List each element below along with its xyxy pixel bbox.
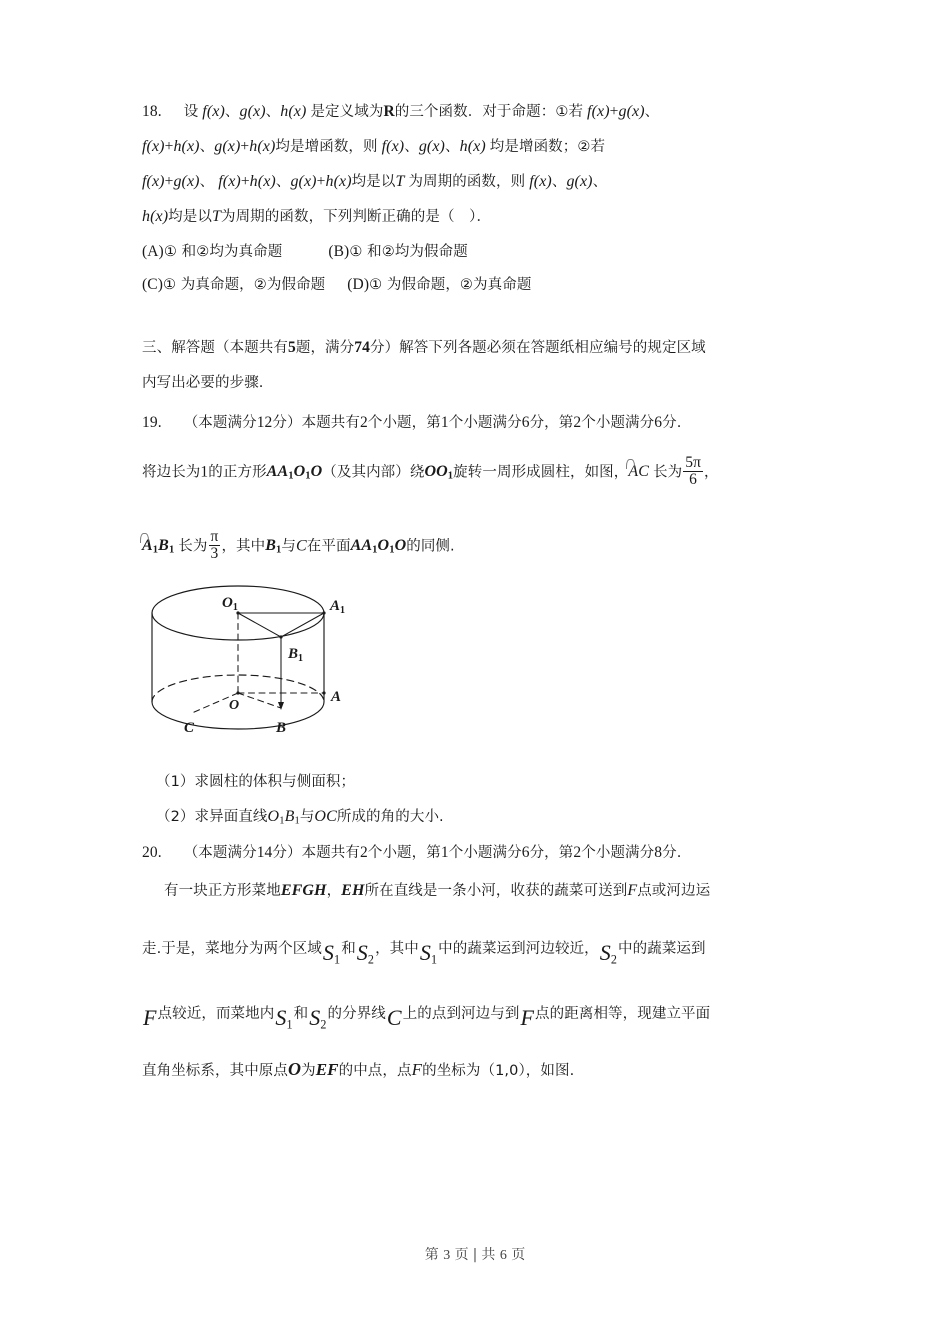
q19-h-a: （本题满分 bbox=[183, 415, 257, 431]
q18-text-d: 均是增函数，则 bbox=[275, 139, 378, 155]
q20-l1-b: 所在直线是一条小河，收获的蔬菜可送到 bbox=[364, 883, 628, 899]
q19-plane-label bbox=[351, 537, 407, 554]
q18-sep-3: 、 bbox=[644, 104, 660, 120]
q18-sep-9: 、 bbox=[551, 174, 567, 190]
q18-fx-2: f(x) bbox=[587, 103, 610, 120]
point-O bbox=[236, 691, 239, 694]
q20-l4-b: 为 bbox=[301, 1063, 316, 1079]
q20-EF: EF bbox=[315, 1060, 339, 1079]
q18-circle-1: ① bbox=[555, 104, 569, 120]
q20-S2-a bbox=[356, 940, 375, 965]
q19-arc-B-sub: 1 bbox=[168, 544, 175, 556]
q19-B1-sub: 1 bbox=[276, 544, 282, 556]
label-B1: $B_1$ bbox=[288, 646, 304, 664]
section-3-score: 74 bbox=[354, 339, 370, 356]
q19-b1-c: （及其内部）绕 bbox=[322, 464, 425, 481]
footer-separator: | bbox=[472, 1247, 478, 1263]
q19-part-1-text: （1）求圆柱的体积与侧面积； bbox=[156, 774, 356, 790]
q18-fx-5: f(x) bbox=[142, 173, 165, 190]
q18-sep-2: 、 bbox=[265, 104, 281, 120]
q19-b1-a: 将边长为 bbox=[142, 464, 201, 481]
q19-first-idx: 1 bbox=[440, 414, 449, 431]
q18-fx-7: f(x) bbox=[529, 173, 552, 190]
q20-body-line-3 bbox=[142, 1000, 848, 1032]
label-A: A bbox=[331, 689, 342, 705]
q19-square-sub-1: 1 bbox=[288, 470, 294, 482]
question-20 bbox=[142, 845, 848, 861]
q18-text-c: 的三个函数．对于命题： bbox=[394, 104, 556, 120]
q19-C-letter: C bbox=[296, 537, 307, 555]
q19-plane-sub-1: 1 bbox=[372, 544, 378, 556]
choice-A-label: (A) bbox=[142, 243, 164, 260]
q20-origin-O: O bbox=[288, 1059, 302, 1079]
q18-ruo-1: 若 bbox=[568, 104, 584, 120]
q18-line-2: f(x)+h(x)、g(x)+h(x)均是增函数，则 f(x)、g(x)、h(x) 均是增函数；②若 bbox=[142, 138, 606, 155]
q20-total-score: 14 bbox=[256, 844, 273, 861]
q20-l2-a: 走.于是，菜地分为两个区域 bbox=[142, 941, 322, 957]
q19-h-b: 分）本题共有 bbox=[272, 415, 360, 431]
q20-h-a: （本题满分 bbox=[183, 845, 257, 861]
q19-O1B1-sub-1: 1 bbox=[279, 815, 285, 827]
footer-suffix: 页 bbox=[511, 1247, 526, 1263]
q20-l4-d: 的坐标为（1,0），如图. bbox=[422, 1063, 575, 1079]
section-3-text-b: 题，满分 bbox=[295, 340, 355, 356]
q20-F-4: F bbox=[411, 1060, 423, 1079]
q18-gx-1: g(x) bbox=[239, 103, 266, 120]
q18-hx-3: h(x) bbox=[249, 138, 276, 155]
q19-O1B1-sub-2: 1 bbox=[294, 815, 300, 827]
q19-h-e: 分，第 bbox=[529, 415, 574, 431]
q20-S1-a-sub: 1 bbox=[334, 952, 341, 967]
q19-b2-d: 在平面 bbox=[306, 538, 351, 555]
q19-h-c: 个小题，第 bbox=[367, 415, 441, 431]
choice-D-text: ① 为假命题，②为真命题 bbox=[369, 276, 532, 293]
question-19 bbox=[142, 415, 848, 431]
q18-fx-1: f(x) bbox=[202, 103, 225, 120]
q18-gx-4: g(x) bbox=[418, 138, 445, 155]
q20-second-score: 8 bbox=[654, 844, 663, 861]
q19-arc-A: A bbox=[142, 537, 153, 555]
q19-part-2-a: （2）求异面直线 bbox=[156, 808, 268, 825]
q19-part-2-b: 与 bbox=[299, 808, 315, 825]
fraction-5pi-over-6 bbox=[683, 455, 703, 489]
q20-number: 20. bbox=[142, 844, 162, 861]
q19-square-O: O bbox=[293, 463, 306, 481]
q19-h-f: 个小题满分 bbox=[581, 415, 655, 431]
q18-text-f: 均是以 bbox=[351, 174, 396, 190]
q20-l1-c: 点或河边运 bbox=[637, 883, 711, 899]
q19-O1B1-B: B bbox=[284, 807, 295, 825]
q20-S2-b-sub: 2 bbox=[610, 952, 618, 967]
q19-body-line-2 bbox=[142, 530, 848, 564]
q20-l2-d: 中的蔬菜运到 bbox=[618, 941, 706, 957]
q19-OC: OC bbox=[314, 807, 337, 825]
q18-sep-10: 、 bbox=[592, 174, 608, 190]
q19-first-score: 6 bbox=[521, 414, 530, 431]
q20-S1-b-sub: 1 bbox=[430, 952, 438, 967]
q18-hx-4: h(x) bbox=[459, 138, 486, 155]
page-footer bbox=[0, 1244, 950, 1264]
q20-l2-c: 中的蔬菜运到河边较近， bbox=[438, 941, 599, 957]
arrowhead-B bbox=[278, 702, 284, 710]
section-3-count: 5 bbox=[288, 339, 296, 356]
q18-hx-6: h(x) bbox=[325, 173, 352, 190]
q20-S2-b bbox=[599, 940, 618, 965]
q18-gx-5: g(x) bbox=[173, 173, 200, 190]
q18-circle-2: ② bbox=[577, 139, 591, 155]
q18-hx-2: h(x) bbox=[173, 138, 200, 155]
q19-b2-c: 与 bbox=[281, 538, 297, 555]
q20-S1-c bbox=[274, 1005, 293, 1030]
q18-hx-5: h(x) bbox=[249, 173, 276, 190]
section-3-text-a: 三、解答题（本题共有 bbox=[142, 340, 288, 356]
q19-b1-d: 旋转一周形成圆柱，如图， bbox=[453, 464, 629, 481]
arc-mark-icon bbox=[626, 459, 635, 469]
label-O: O bbox=[229, 698, 240, 713]
q20-S2-c-letter: S bbox=[309, 1005, 321, 1030]
q18-R: R bbox=[383, 103, 395, 120]
q18-line-1: 18. 设 f(x)、g(x)、h(x) 是定义域为R的三个函数．对于命题：①若 f(x)+g(x)、 bbox=[142, 103, 660, 120]
q20-S2-a-letter: S bbox=[356, 940, 368, 965]
q19-part-2 bbox=[142, 809, 848, 827]
q19-header bbox=[142, 415, 848, 431]
footer-mid: 页 bbox=[454, 1247, 469, 1263]
q18-fx-4: f(x) bbox=[381, 138, 405, 155]
q20-l4-a: 直角坐标系，其中原点 bbox=[142, 1063, 288, 1079]
q18-gx-7: g(x) bbox=[566, 173, 593, 190]
q19-sub-count: 2 bbox=[360, 414, 368, 431]
q19-arc-B: B bbox=[158, 537, 169, 555]
q19-axis-sub: 1 bbox=[447, 470, 454, 482]
q20-body-line-2 bbox=[142, 935, 848, 967]
q18-choices-row-1 bbox=[142, 244, 848, 260]
q18-text-b: 是定义域为 bbox=[310, 104, 384, 120]
q19-arc-AC: AC bbox=[628, 463, 650, 481]
q19-axis-label bbox=[424, 463, 453, 480]
q18-text-h: 均是以 bbox=[168, 209, 212, 225]
frac-numerator-1: 5π bbox=[685, 454, 701, 471]
label-B: B bbox=[276, 720, 287, 736]
choice-B-text: ① 和②均为假命题 bbox=[349, 244, 468, 260]
q20-second-idx: 2 bbox=[573, 844, 582, 861]
choice-D-label: (D) bbox=[347, 275, 370, 293]
q20-l2-b: ，其中 bbox=[375, 941, 419, 957]
segment-A1-B1 bbox=[281, 613, 324, 637]
q19-b1-e: 长为 bbox=[653, 464, 683, 481]
q19-square-label bbox=[267, 463, 323, 480]
q19-arc-A-sub: 1 bbox=[152, 544, 159, 556]
q20-header bbox=[142, 845, 848, 861]
section-3-text-c: 分）解答下列各题必须在答题纸相应编号的规定区域 bbox=[369, 340, 706, 356]
section-3-text-d: 内写出必要的步骤. bbox=[142, 374, 264, 391]
label-O1: $O_1$ bbox=[222, 595, 238, 613]
q20-F-2: F bbox=[143, 1005, 157, 1030]
q20-S1-b bbox=[419, 940, 438, 965]
question-18 bbox=[142, 104, 848, 309]
q19-part-1 bbox=[142, 774, 848, 790]
q18-T-1: T bbox=[395, 173, 405, 190]
q20-S1-b-letter: S bbox=[419, 940, 431, 965]
q18-hx-1: h(x) bbox=[280, 103, 307, 120]
section-3-line-2 bbox=[142, 375, 848, 391]
q18-sep-6: 、 bbox=[445, 139, 460, 155]
segment-O1-B1 bbox=[238, 613, 281, 637]
q20-l4-c: 的中点，点 bbox=[338, 1063, 412, 1079]
q18-choices-row-2 bbox=[142, 277, 848, 293]
q18-sep-5: 、 bbox=[404, 139, 419, 155]
segment-O-B bbox=[238, 693, 281, 708]
q19-part-2-c: 所成的角的大小. bbox=[336, 808, 444, 825]
point-B1 bbox=[279, 635, 282, 638]
fraction-pi-over-3 bbox=[209, 529, 221, 563]
q18-gx-2: g(x) bbox=[618, 103, 645, 120]
q20-S1-a-letter: S bbox=[322, 940, 335, 965]
q18-sep-1: 、 bbox=[224, 104, 240, 120]
q18-line-3: f(x)+g(x)、 f(x)+h(x)、g(x)+h(x)均是以T 为周期的函数，则 f(x)、g(x)、 bbox=[142, 173, 608, 190]
q20-body-line-1 bbox=[142, 883, 848, 899]
q19-b2-b: ，其中 bbox=[221, 538, 266, 555]
q20-S2-c-sub: 2 bbox=[320, 1017, 327, 1032]
q19-second-idx: 2 bbox=[573, 414, 582, 431]
q18-text-e: 均是增函数； bbox=[489, 139, 578, 155]
q19-O1B1 bbox=[268, 808, 300, 825]
q19-axis-OO: OO bbox=[424, 463, 448, 481]
point-A bbox=[322, 691, 325, 694]
q20-sub-count: 2 bbox=[360, 844, 368, 861]
q20-S1-c-letter: S bbox=[275, 1005, 287, 1030]
q20-l2-he: 和 bbox=[341, 941, 356, 957]
q19-square-O-end: O bbox=[310, 463, 323, 481]
q19-number: 19. bbox=[142, 414, 162, 431]
q20-S1-a bbox=[322, 940, 341, 965]
q20-h-d: 个小题满分 bbox=[448, 845, 522, 861]
q20-EFGH: EFGH bbox=[280, 882, 327, 899]
label-A1: $A_1$ bbox=[330, 598, 346, 616]
q19-second-score: 6 bbox=[654, 414, 663, 431]
q19-b1-b: 的正方形 bbox=[208, 464, 267, 481]
q19-b2-a: 长为 bbox=[178, 538, 208, 555]
q19-B1-letter: B bbox=[265, 537, 277, 555]
q18-gx-6: g(x) bbox=[290, 173, 317, 190]
q20-l1-comma: ， bbox=[326, 883, 342, 899]
q20-F-3: F bbox=[520, 1005, 535, 1030]
frac-denominator-2: 3 bbox=[209, 545, 221, 562]
q18-fx-6: f(x) bbox=[218, 173, 241, 190]
q18-fx-3: f(x) bbox=[142, 138, 165, 155]
q19-plane-O: O bbox=[377, 537, 390, 555]
q20-C-curve: C bbox=[386, 1005, 402, 1030]
choice-A-text: ① 和②均为真命题 bbox=[163, 244, 283, 260]
q18-T-2: T bbox=[211, 208, 221, 225]
q18-sep-7: 、 bbox=[199, 174, 215, 190]
q20-l3-he: 和 bbox=[293, 1006, 309, 1022]
q18-sep-8: 、 bbox=[275, 174, 291, 190]
frac-denominator-1: 6 bbox=[683, 471, 703, 488]
q19-square-AA: AA bbox=[266, 463, 289, 481]
frac-numerator-2: π bbox=[210, 528, 219, 545]
q19-plane-AA: AA bbox=[350, 537, 373, 555]
q19-plane-sub-2: 1 bbox=[389, 544, 395, 556]
q20-S2-c bbox=[308, 1005, 327, 1030]
arc-notation-A1B1 bbox=[142, 536, 174, 556]
footer-prefix: 第 bbox=[424, 1247, 439, 1263]
arc-mark-icon-2 bbox=[140, 533, 149, 543]
q19-body-line-1 bbox=[142, 456, 848, 490]
choice-C-text: ① 为真命题，②为假命题 bbox=[162, 276, 326, 293]
q20-l3-a: 点较近，而菜地内 bbox=[157, 1006, 275, 1022]
q20-F-1: F bbox=[627, 882, 638, 899]
q19-plane-O-end: O bbox=[394, 537, 407, 555]
q20-l1-a: 有一块正方形菜地 bbox=[164, 883, 281, 899]
q20-l3-b: 的分界线 bbox=[327, 1006, 386, 1022]
q20-S2-b-letter: S bbox=[599, 940, 611, 965]
q18-gx-3: g(x) bbox=[214, 138, 241, 155]
q20-S1-c-sub: 1 bbox=[286, 1017, 293, 1032]
label-C: C bbox=[184, 720, 195, 736]
q19-b2-e: 的同侧. bbox=[406, 538, 455, 555]
q20-h-f: 个小题满分 bbox=[581, 845, 655, 861]
q19-total-score: 12 bbox=[256, 414, 273, 431]
q20-l3-c: 上的点到河边与到 bbox=[402, 1006, 520, 1022]
q18-ruo-2: 若 bbox=[590, 139, 606, 155]
q20-first-idx: 1 bbox=[440, 844, 449, 861]
q20-S2-a-sub: 2 bbox=[367, 952, 375, 967]
q19-h-d: 个小题满分 bbox=[448, 415, 522, 431]
choice-B-label: (B) bbox=[328, 243, 350, 260]
q19-parts bbox=[142, 774, 848, 827]
q18-text-g: 为周期的函数，则 bbox=[408, 174, 526, 190]
q18-line-4 bbox=[142, 209, 848, 225]
footer-total-prefix: 共 bbox=[481, 1247, 496, 1263]
q20-h-e: 分，第 bbox=[529, 845, 574, 861]
q20-EH: EH bbox=[341, 882, 365, 899]
section-3-header bbox=[142, 340, 848, 390]
q19-B1 bbox=[265, 537, 281, 554]
q20-first-score: 6 bbox=[521, 844, 530, 861]
q19-h-g: 分. bbox=[662, 415, 682, 431]
footer-page-number: 3 bbox=[443, 1248, 451, 1263]
q18-sep-4: 、 bbox=[199, 139, 215, 155]
q20-l3-d: 点的距离相等，现建立平面 bbox=[535, 1006, 711, 1022]
arc-notation-AC bbox=[628, 462, 649, 480]
q19-side-length: 1 bbox=[200, 463, 209, 481]
q20-h-b: 分）本题共有 bbox=[272, 845, 360, 861]
point-A1 bbox=[322, 611, 325, 614]
cylinder-diagram bbox=[148, 580, 418, 765]
choice-C-label: (C) bbox=[142, 275, 163, 293]
footer-total-pages: 6 bbox=[499, 1248, 507, 1263]
section-3-line-1 bbox=[142, 340, 848, 356]
q20-body-line-4 bbox=[142, 1060, 848, 1079]
q19-square-sub-2: 1 bbox=[305, 470, 311, 482]
q19-b1-comma: ， bbox=[704, 464, 719, 481]
q20-h-g: 分. bbox=[662, 845, 682, 861]
q18-hx-7: h(x) bbox=[142, 208, 169, 225]
q18-text-a: 设 bbox=[183, 104, 199, 120]
q19-O1B1-O: O bbox=[267, 807, 280, 825]
q18-text-i: 为周期的函数，下列判断正确的是（ ）． bbox=[220, 209, 492, 225]
q18-number: 18. bbox=[142, 103, 162, 120]
q20-h-c: 个小题，第 bbox=[367, 845, 441, 861]
